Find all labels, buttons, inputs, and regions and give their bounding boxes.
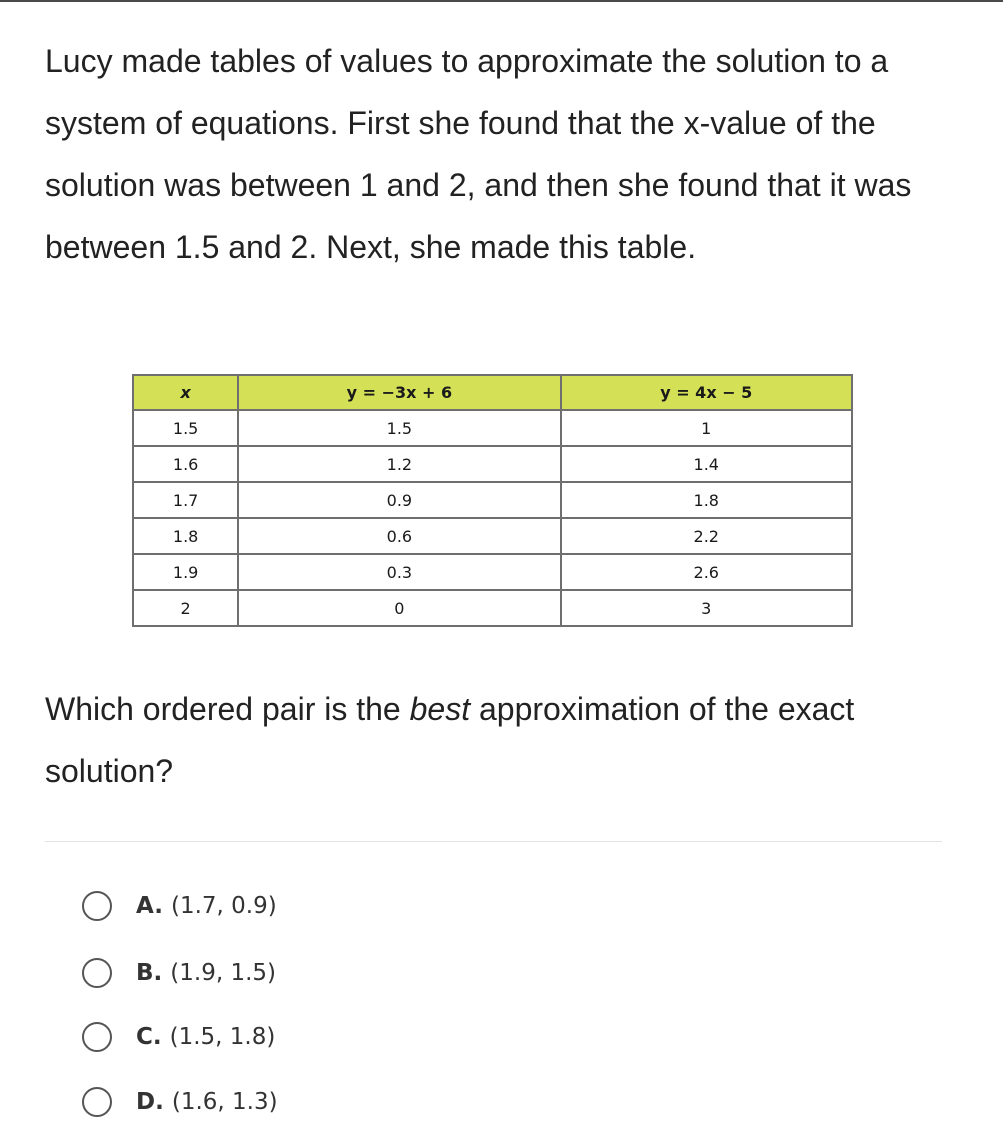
question-text-start: Which ordered pair is the [45, 691, 410, 727]
header-x: x [133, 375, 238, 410]
question-text [45, 678, 925, 802]
table-row [133, 518, 852, 554]
values-table [132, 374, 853, 627]
choice-letter: B. [136, 960, 163, 986]
answer-choice-b[interactable] [82, 955, 276, 991]
cell-y2: 1.4 [561, 446, 852, 482]
section-divider [45, 841, 942, 842]
cell-x: 1.8 [133, 518, 238, 554]
choice-text: (1.7, 0.9) [170, 893, 277, 919]
radio-button-icon[interactable] [82, 891, 112, 921]
radio-button-icon[interactable] [82, 958, 112, 988]
cell-y2: 2.2 [561, 518, 852, 554]
cell-x: 1.5 [133, 410, 238, 446]
cell-y2: 2.6 [561, 554, 852, 590]
cell-y1: 0.3 [238, 554, 560, 590]
answer-choice-c[interactable] [82, 1019, 275, 1055]
cell-y1: 0.6 [238, 518, 560, 554]
cell-y2: 3 [561, 590, 852, 626]
choice-letter: C. [136, 1024, 162, 1050]
cell-y2: 1.8 [561, 482, 852, 518]
header-equation-1: y = −3x + 6 [238, 375, 560, 410]
header-equation-2: y = 4x − 5 [561, 375, 852, 410]
table-row [133, 410, 852, 446]
cell-x: 2 [133, 590, 238, 626]
question-emphasis: best [409, 691, 471, 727]
cell-x: 1.6 [133, 446, 238, 482]
choice-text: (1.9, 1.5) [170, 960, 277, 986]
radio-button-icon[interactable] [82, 1022, 112, 1052]
top-divider [0, 0, 1003, 2]
cell-y1: 0.9 [238, 482, 560, 518]
question-text-end: approximation of the exact solution? [45, 691, 855, 789]
cell-y1: 0 [238, 590, 560, 626]
choice-text: (1.6, 1.3) [171, 1089, 278, 1115]
table-row [133, 446, 852, 482]
cell-y1: 1.5 [238, 410, 560, 446]
answer-choice-a[interactable] [82, 888, 277, 924]
choice-letter: A. [136, 893, 163, 919]
choice-letter: D. [136, 1089, 164, 1115]
cell-y1: 1.2 [238, 446, 560, 482]
table-header-row [133, 375, 852, 410]
table-row [133, 590, 852, 626]
table-row [133, 554, 852, 590]
cell-x: 1.9 [133, 554, 238, 590]
problem-prompt: Lucy made tables of values to approximate the solution to a system of equations. First she found that the x-value of the solution was between 1 and 2, and then she found that it was between 1.5 and 2. Next, she made this table. [45, 43, 912, 265]
answer-choice-d[interactable] [82, 1084, 278, 1120]
radio-button-icon[interactable] [82, 1087, 112, 1117]
cell-y2: 1 [561, 410, 852, 446]
choice-text: (1.5, 1.8) [169, 1024, 276, 1050]
table-row [133, 482, 852, 518]
cell-x: 1.7 [133, 482, 238, 518]
